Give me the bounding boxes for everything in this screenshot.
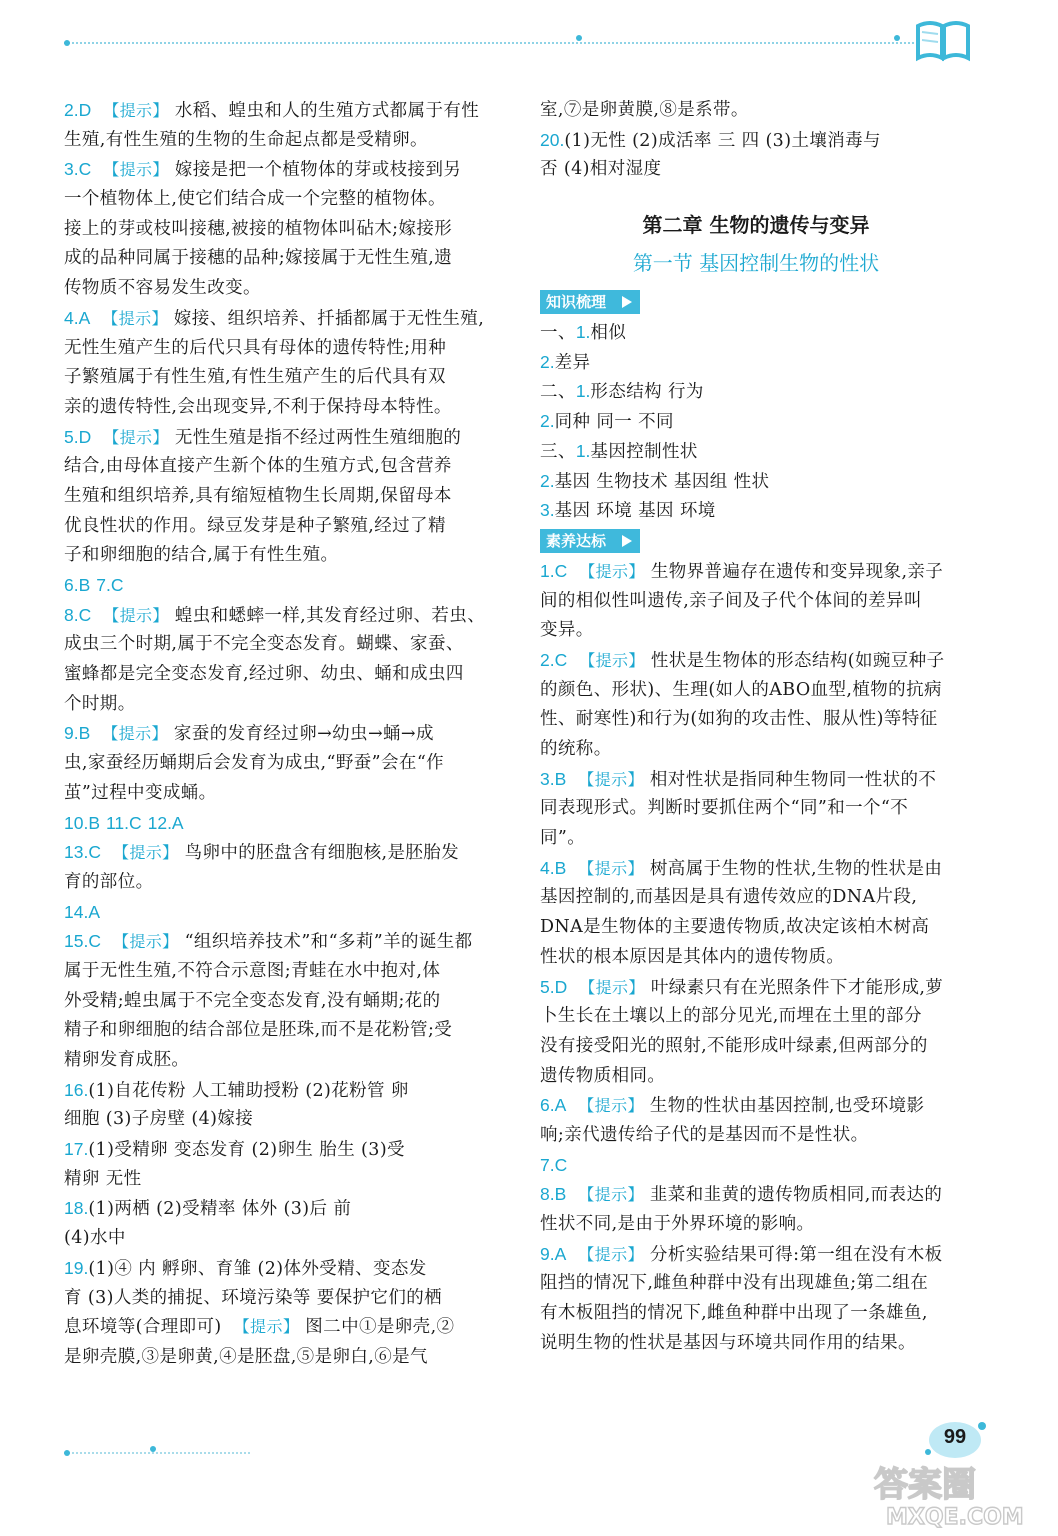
text-line bbox=[64, 334, 496, 364]
answer-text: 遗传物质相同。 bbox=[540, 1065, 666, 1086]
text-line bbox=[64, 601, 496, 631]
text-line bbox=[64, 96, 496, 126]
answer-text: 三、 bbox=[540, 441, 576, 462]
text-line bbox=[540, 883, 972, 913]
hint-label: 【提示】 bbox=[112, 843, 179, 863]
text-line bbox=[540, 496, 972, 526]
text-line bbox=[540, 1269, 972, 1299]
answer-text: 的统称。 bbox=[540, 739, 612, 759]
answer-number: 9.B bbox=[64, 723, 91, 744]
text-line bbox=[64, 1016, 496, 1046]
answer-number: 2.D bbox=[64, 100, 92, 120]
answer-text: 育的部位。 bbox=[64, 871, 154, 892]
answer-text: 变异。 bbox=[540, 620, 594, 641]
answer-number: 12.A bbox=[147, 812, 184, 833]
answer-number: 3. bbox=[540, 500, 555, 521]
answer-text: 基因控制的,而基因是具有遗传效应的DNA片段, bbox=[540, 887, 918, 908]
text-line bbox=[64, 185, 496, 215]
text-line bbox=[540, 126, 972, 156]
answer-text: 蜜蜂都是完全变态发育,经过卵、幼虫、蛹和成虫四 bbox=[64, 664, 464, 685]
answer-text: 差异 bbox=[554, 352, 591, 373]
answer-text: 图二中①是卵壳,② bbox=[305, 1317, 455, 1338]
answer-number: 19. bbox=[64, 1257, 89, 1278]
header-dot bbox=[576, 35, 582, 41]
knowledge-review-tag bbox=[540, 290, 640, 314]
answer-text: 水稻、蝗虫和人的生殖方式都属于有性 bbox=[174, 101, 480, 121]
answer-text: 同表现形式。判断时要抓住两个“同”和一个“不 bbox=[540, 798, 909, 819]
answer-text: 二、 bbox=[540, 382, 576, 403]
practice-answer-list bbox=[540, 557, 972, 1359]
answer-text: 没有接受阳光的照射,不能形成叶绿素,但两部分的 bbox=[540, 1035, 928, 1056]
hint-label: 【提示】 bbox=[103, 605, 169, 625]
text-line bbox=[64, 423, 496, 453]
answer-text: 外受精;蝗虫属于不完全变态发育,没有蛹期;花的 bbox=[64, 990, 441, 1011]
knowledge-review-list bbox=[540, 318, 972, 526]
answer-number: 4.A bbox=[64, 307, 91, 328]
answer-text: 蝗虫和蟋蟀一样,其发育经过卵、若虫、 bbox=[174, 605, 486, 626]
answer-number: 3.B bbox=[540, 768, 567, 789]
answer-number: 8.B bbox=[540, 1184, 567, 1205]
text-line bbox=[64, 482, 496, 512]
text-line bbox=[64, 809, 496, 839]
text-line bbox=[64, 244, 496, 274]
text-line bbox=[540, 1062, 972, 1092]
text-line bbox=[64, 1284, 496, 1314]
answer-number: 4.B bbox=[540, 857, 567, 878]
answer-text: 形态结构 行为 bbox=[590, 382, 704, 403]
answer-text: 结合,由母体直接产生新个体的生殖方式,包含营养 bbox=[64, 456, 452, 477]
text-line bbox=[540, 794, 972, 824]
footer-dotted-rule bbox=[64, 1452, 250, 1454]
answer-text: 成的品种同属于接穗的品种;嫁接属于无性生殖,遗 bbox=[64, 248, 453, 269]
answer-text: 间的相似性叫遗传,亲子间及子代个体间的差异叫 bbox=[540, 590, 922, 611]
answer-text: 息环境等(合理即可) bbox=[64, 1317, 222, 1338]
text-line bbox=[64, 898, 496, 928]
text-line bbox=[64, 274, 496, 304]
answer-text: 是卵壳膜,③是卵黄,④是胚盘,⑤是卵白,⑥是气 bbox=[64, 1346, 428, 1367]
footer-dot bbox=[64, 1450, 70, 1456]
text-line bbox=[64, 838, 496, 868]
text-line bbox=[64, 630, 496, 660]
answer-text: 无性生殖产生的后代只具有母体的遗传特性;用种 bbox=[64, 337, 447, 358]
answer-number: 18. bbox=[64, 1198, 89, 1219]
knowledge-review-label: 知识梳理 bbox=[546, 293, 607, 312]
text-line bbox=[64, 393, 496, 423]
answer-text: 否 (4)相对湿度 bbox=[540, 159, 662, 180]
hint-label: 【提示】 bbox=[578, 769, 644, 789]
text-line bbox=[540, 1151, 972, 1181]
answer-number: 6.A bbox=[540, 1095, 567, 1116]
text-line bbox=[540, 1180, 972, 1210]
hint-label: 【提示】 bbox=[112, 932, 179, 952]
hint-label: 【提示】 bbox=[579, 561, 645, 581]
answer-text: 亲的遗传特性,会出现变异,不利于保持母本特性。 bbox=[64, 396, 452, 417]
text-line bbox=[540, 616, 972, 646]
header-dot bbox=[64, 40, 70, 46]
answer-number: 20. bbox=[540, 129, 565, 150]
hint-label: 【提示】 bbox=[579, 650, 645, 670]
answer-number: 10.B bbox=[64, 812, 100, 833]
hint-label: 【提示】 bbox=[578, 1185, 644, 1205]
answer-number: 17. bbox=[64, 1139, 89, 1160]
answer-text: 叶绿素只有在光照条件下才能形成,萝 bbox=[650, 977, 944, 998]
hint-label: 【提示】 bbox=[102, 308, 168, 328]
answer-number: 2. bbox=[540, 470, 555, 491]
text-line bbox=[64, 749, 496, 779]
text-line bbox=[64, 927, 496, 957]
hint-label: 【提示】 bbox=[578, 1244, 644, 1264]
answer-number: 13.C bbox=[64, 842, 101, 863]
text-line bbox=[540, 943, 972, 973]
text-line bbox=[64, 1046, 496, 1076]
answer-number: 2.C bbox=[540, 649, 568, 670]
text-line bbox=[540, 1299, 972, 1329]
answer-text: 属于无性生殖,不符合示意图;青蛙在水中抱对,体 bbox=[64, 960, 441, 981]
text-line bbox=[64, 1254, 496, 1284]
answer-text: 精卵发育成胚。 bbox=[64, 1050, 190, 1070]
answer-text: 相似 bbox=[590, 323, 627, 344]
answer-text: 生物的性状由基因控制,也受环境影 bbox=[649, 1096, 925, 1117]
text-line bbox=[540, 676, 972, 706]
answer-text: 同种 同一 不同 bbox=[554, 412, 674, 433]
text-line bbox=[64, 571, 496, 601]
text-line bbox=[540, 765, 972, 795]
text-line bbox=[64, 1165, 496, 1195]
text-line bbox=[540, 96, 972, 126]
answer-text: 子繁殖属于有性生殖,有性生殖产生的后代具有双 bbox=[64, 367, 446, 388]
answer-text: 个时期。 bbox=[64, 693, 136, 714]
answer-text: 分析实验结果可得:第一组在没有木板 bbox=[649, 1244, 943, 1265]
chapter-title: 第二章 生物的遗传与变异 bbox=[642, 213, 870, 238]
text-line bbox=[540, 587, 972, 617]
text-line bbox=[64, 1135, 496, 1165]
answer-text: 性状不同,是由于外界环境的影响。 bbox=[540, 1214, 815, 1234]
hint-label: 【提示】 bbox=[103, 160, 169, 180]
answer-text: (1)无性 (2)成活率 三 四 (3)土壤消毒与 bbox=[564, 130, 881, 151]
text-line bbox=[64, 1313, 496, 1343]
answer-text: 基因控制性状 bbox=[590, 441, 698, 462]
open-book-icon bbox=[914, 18, 972, 64]
answer-number: 1.C bbox=[540, 560, 568, 581]
text-line bbox=[540, 1210, 972, 1240]
text-line bbox=[64, 690, 496, 720]
answer-text: 一个植物体上,使它们结合成一个完整的植物体。 bbox=[64, 189, 446, 210]
text-line bbox=[64, 304, 496, 334]
answer-text: 一、 bbox=[540, 323, 576, 344]
answer-number: 14.A bbox=[64, 901, 100, 922]
text-line bbox=[540, 1329, 972, 1359]
answer-text: 生殖,有性生殖的生物的生命起点都是受精卵。 bbox=[64, 129, 428, 150]
answer-text: 茧”过程中变成蛹。 bbox=[64, 782, 217, 803]
text-line bbox=[540, 646, 972, 676]
answer-block-continued bbox=[540, 96, 972, 185]
answer-number: 8.C bbox=[64, 604, 92, 625]
hint-label: 【提示】 bbox=[102, 724, 168, 744]
answer-number: 5.D bbox=[540, 976, 568, 997]
text-line bbox=[540, 705, 972, 735]
text-line bbox=[540, 437, 972, 467]
answer-text: 阻挡的情况下,雌鱼种群中没有出现雄鱼;第二组在 bbox=[540, 1273, 929, 1294]
text-line bbox=[64, 779, 496, 809]
answer-text: 性状是生物体的形态结构(如豌豆种子 bbox=[650, 650, 945, 671]
text-line bbox=[540, 1240, 972, 1270]
text-line bbox=[64, 512, 496, 542]
text-line bbox=[540, 824, 972, 854]
text-line bbox=[64, 452, 496, 482]
answer-text: (1)两栖 (2)受精率 体外 (3)后 前 bbox=[88, 1199, 352, 1220]
answer-text: 子和卵细胞的结合,属于有性生殖。 bbox=[64, 545, 339, 566]
text-line bbox=[64, 1194, 496, 1224]
answer-text: DNA是生物体的主要遗传物质,故决定该柏木树高 bbox=[540, 917, 930, 938]
answer-number: 7.C bbox=[540, 1154, 568, 1175]
practice-label: 素养达标 bbox=[546, 531, 607, 550]
text-line bbox=[64, 1343, 496, 1373]
answer-text: 生物界普遍存在遗传和变异现象,亲子 bbox=[650, 561, 944, 582]
answer-text: 虫,家蚕经历蛹期后会发育为成虫,“野蚕”会在“作 bbox=[64, 753, 445, 774]
text-line bbox=[64, 1105, 496, 1135]
answer-text: 基因 生物技术 基因组 性状 bbox=[554, 471, 770, 492]
answer-text: (1)自花传粉 人工辅助授粉 (2)花粉管 卵 bbox=[88, 1080, 409, 1101]
footer-dot bbox=[150, 1446, 156, 1452]
text-line bbox=[64, 868, 496, 898]
answer-text: “组织培养技术”和“多莉”羊的诞生都 bbox=[184, 932, 473, 953]
play-triangle-icon bbox=[622, 296, 632, 308]
text-line bbox=[64, 987, 496, 1017]
text-line bbox=[64, 541, 496, 571]
svg-text:MXQE.COM: MXQE.COM bbox=[886, 1505, 1024, 1528]
answer-text: 传物质不容易发生改变。 bbox=[64, 278, 261, 299]
answer-number: 3.C bbox=[64, 159, 92, 180]
text-line bbox=[540, 318, 972, 348]
text-line bbox=[64, 1076, 496, 1106]
text-line bbox=[64, 215, 496, 245]
answer-column-right bbox=[540, 96, 972, 1358]
answer-number: 7.C bbox=[96, 575, 124, 595]
text-line bbox=[540, 913, 972, 943]
answer-number: 5.D bbox=[64, 426, 92, 447]
svg-text:答案圈: 答案圈 bbox=[874, 1465, 976, 1505]
answer-number: 1. bbox=[575, 381, 591, 402]
watermark-logo bbox=[872, 1462, 1032, 1528]
text-line bbox=[540, 155, 972, 185]
answer-number: 2. bbox=[540, 351, 555, 372]
answer-text: (4)水中 bbox=[64, 1228, 126, 1249]
answer-number: 1. bbox=[575, 440, 591, 461]
text-line bbox=[540, 407, 972, 437]
page-number: 99 bbox=[943, 1426, 967, 1448]
text-line bbox=[540, 735, 972, 765]
answer-number: 15.C bbox=[64, 931, 101, 952]
answer-text: 树高属于生物的性状,生物的性状是由 bbox=[649, 858, 943, 879]
hint-label: 【提示】 bbox=[578, 1096, 644, 1116]
answer-text: 家蚕的发育经过卵→幼虫→蛹→成 bbox=[173, 724, 434, 745]
answer-text: 相对性状是指同种生物同一性状的不 bbox=[649, 769, 937, 790]
answer-text: 生殖和组织培养,具有缩短植物生长周期,保留母本 bbox=[64, 485, 452, 506]
hint-label: 【提示】 bbox=[578, 858, 644, 878]
text-line bbox=[64, 660, 496, 690]
answer-text: 基因 环境 基因 环境 bbox=[554, 501, 716, 522]
answer-text: 嫁接是把一个植物体的芽或枝接到另 bbox=[174, 160, 462, 181]
hint-label: 【提示】 bbox=[233, 1317, 300, 1337]
hint-label: 【提示】 bbox=[579, 977, 645, 997]
answer-text: 育 (3)人类的捕捉、环境污染等 要保护它们的栖 bbox=[64, 1287, 443, 1308]
answer-text: 响;亲代遗传给子代的是基因而不是性状。 bbox=[540, 1124, 869, 1145]
section-title: 第一节 基因控制生物的性状 bbox=[632, 251, 880, 276]
answer-text: 性状的根本原因是其体内的遗传物质。 bbox=[540, 946, 845, 967]
text-line bbox=[540, 467, 972, 497]
answer-text: 有木板阻挡的情况下,雌鱼种群中出现了一条雄鱼, bbox=[540, 1303, 928, 1324]
answer-text: 精子和卵细胞的结合部位是胚珠,而不是花粉管;受 bbox=[64, 1020, 453, 1041]
answer-text: 接上的芽或枝叫接穗,被接的植物体叫砧木;嫁接形 bbox=[64, 218, 453, 239]
answer-number: 11.C bbox=[105, 812, 142, 833]
answer-text: 细胞 (3)子房壁 (4)嫁接 bbox=[64, 1109, 254, 1130]
text-line bbox=[540, 1091, 972, 1121]
answer-text: 无性生殖是指不经过两性生殖细胞的 bbox=[174, 427, 462, 448]
answer-text: 韭菜和韭黄的遗传物质相同,而表达的 bbox=[649, 1185, 943, 1206]
answer-number: 6.B bbox=[64, 575, 91, 595]
text-line bbox=[64, 155, 496, 185]
text-line bbox=[540, 973, 972, 1003]
play-triangle-icon bbox=[622, 535, 632, 547]
answer-column-left bbox=[64, 96, 496, 1373]
text-line bbox=[64, 957, 496, 987]
text-line bbox=[64, 363, 496, 393]
header-dotted-rule bbox=[64, 42, 914, 44]
text-line bbox=[540, 1002, 972, 1032]
answer-text: 的颜色、形状)、生理(如人的ABO血型,植物的抗病 bbox=[540, 679, 942, 700]
answer-text: 成虫三个时期,属于不完全变态发育。蝴蝶、家蚕、 bbox=[64, 634, 464, 655]
answer-number: 2. bbox=[540, 411, 555, 432]
text-line bbox=[540, 1032, 972, 1062]
text-line bbox=[540, 377, 972, 407]
text-line bbox=[540, 557, 972, 587]
answer-number: 1. bbox=[575, 322, 591, 343]
answer-text: 同”。 bbox=[540, 828, 586, 849]
text-line bbox=[64, 1224, 496, 1254]
answer-number: 9.A bbox=[540, 1243, 567, 1264]
answer-text: 嫁接、组织培养、扦插都属于无性生殖, bbox=[173, 308, 485, 329]
answer-number: 16. bbox=[64, 1079, 89, 1100]
answer-text: 性、耐寒性)和行为(如狗的攻击性、服从性)等特征 bbox=[540, 709, 938, 730]
answer-text: 鸟卵中的胚盘含有细胞核,是胚胎发 bbox=[184, 843, 460, 864]
answer-text: 说明生物的性状是基因与环境共同作用的结果。 bbox=[540, 1332, 916, 1353]
answer-text: (1)④ 内 孵卵、育雏 (2)体外受精、变态发 bbox=[88, 1258, 427, 1279]
hint-label: 【提示】 bbox=[103, 427, 169, 447]
answer-text: (1)受精卵 变态发育 (2)卵生 胎生 (3)受 bbox=[88, 1140, 405, 1161]
practice-tag bbox=[540, 529, 640, 553]
text-line bbox=[540, 1121, 972, 1151]
answer-text: 卜生长在土壤以上的部分见光,而埋在土里的部分 bbox=[540, 1006, 922, 1027]
hint-label: 【提示】 bbox=[103, 101, 169, 120]
header-dot bbox=[894, 35, 900, 41]
answer-text: 精卵 无性 bbox=[64, 1168, 142, 1189]
text-line bbox=[64, 719, 496, 749]
text-line bbox=[540, 854, 972, 884]
answer-text: 优良性状的作用。绿豆发芽是种子繁殖,经过了精 bbox=[64, 515, 446, 536]
text-line bbox=[540, 348, 972, 378]
text-line bbox=[64, 126, 496, 156]
answer-text: 室,⑦是卵黄膜,⑧是系带。 bbox=[540, 100, 749, 120]
